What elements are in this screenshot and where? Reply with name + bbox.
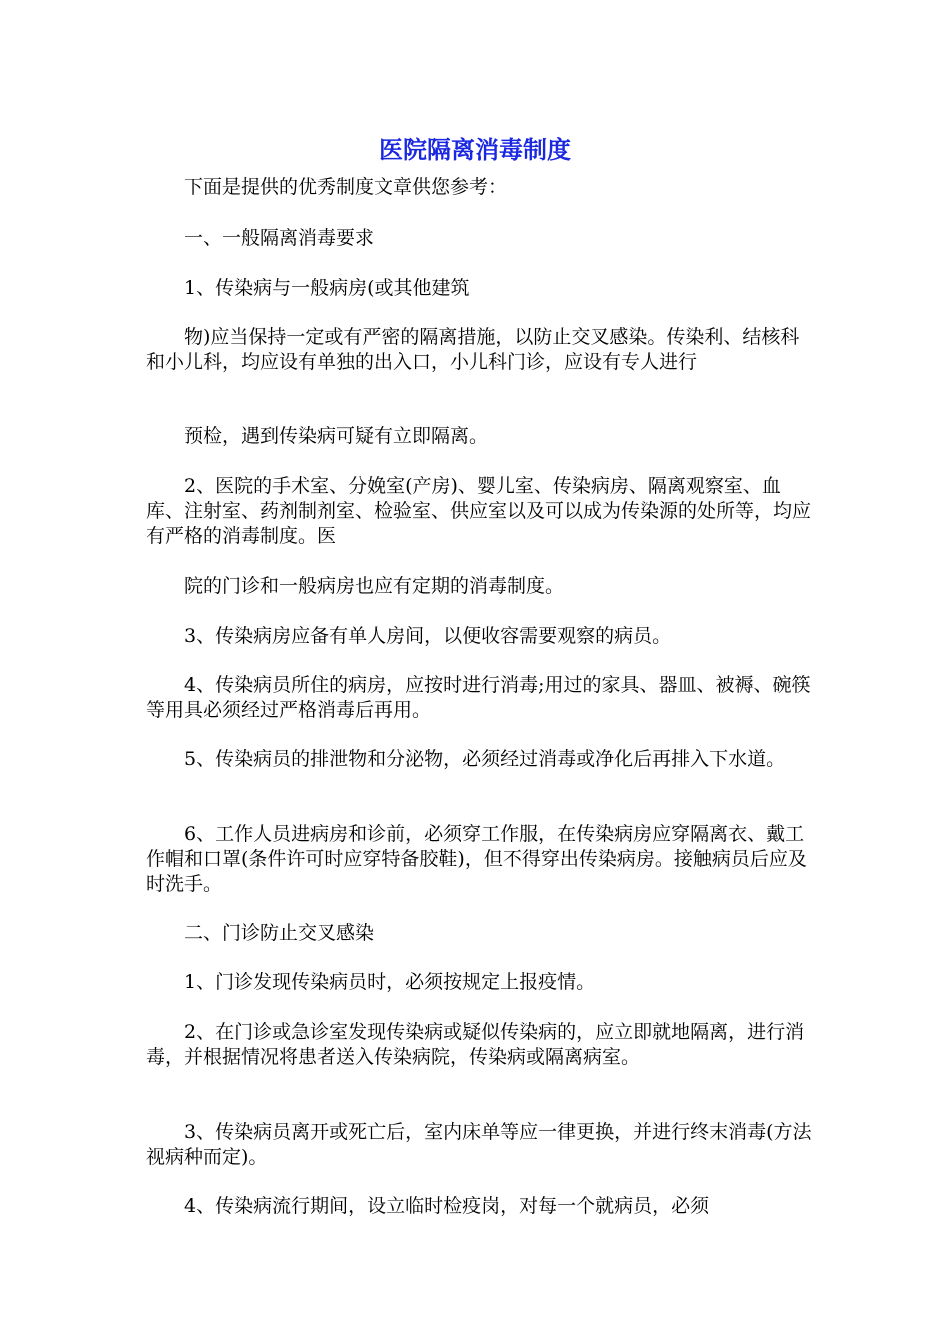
paragraph-1-6: 6、工作人员进病房和诊前，必须穿工作服，在传染病房应穿隔离衣、戴工作帽和口罩(条件许可时应穿特备胶鞋)，但不得穿出传染病房。接触病员后应及时洗手。 [146,823,807,895]
paragraph-1-1-start: 1、传染病与一般病房(或其他建筑 [184,277,470,299]
paragraph-2-4: 4、传染病流行期间，设立临时检疫岗，对每一个就病员，必须 [184,1195,710,1217]
paragraph-1-3: 3、传染病房应备有单人房间，以便收容需要观察的病员。 [184,625,672,647]
paragraph-1-1-end: 预检，遇到传染病可疑有立即隔离。 [184,425,489,447]
section-heading-1: 一、一般隔离消毒要求 [184,227,375,249]
section-heading-2: 二、门诊防止交叉感染 [184,922,375,944]
paragraph-1-5: 5、传染病员的排泄物和分泌物，必须经过消毒或净化后再排入下水道。 [184,748,786,770]
paragraph-1-4: 4、传染病员所住的病房，应按时进行消毒;用过的家具、器皿、被褥、碗筷等用具必须经过严格消毒后再用。 [146,674,811,721]
document-title: 医院隔离消毒制度 [379,136,571,164]
paragraph-1-2: 2、医院的手术室、分娩室(产房)、婴儿室、传染病房、隔离观察室、血库、注射室、药剂制剂室、检验室、供应室以及可以成为传染源的处所等，均应有严格的消毒制度。医 [146,475,812,547]
paragraph-2-1: 1、门诊发现传染病员时，必须按规定上报疫情。 [184,971,596,993]
paragraph-intro: 下面是提供的优秀制度文章供您参考： [184,176,508,198]
paragraph-1-2-end: 院的门诊和一般病房也应有定期的消毒制度。 [184,575,565,597]
paragraph-1-1-continued: 物)应当保持一定或有严密的隔离措施，以防止交叉感染。传染利、结核科和小儿科，均应设有单独的出入口，小儿科门诊，应设有专人进行 [146,326,800,373]
paragraph-2-2: 2、在门诊或急诊室发现传染病或疑似传染病的，应立即就地隔离，进行消毒，并根据情况将患者送入传染病院，传染病或隔离病室。 [146,1021,805,1068]
paragraph-2-3: 3、传染病员离开或死亡后，室内床单等应一律更换，并进行终末消毒(方法视病种而定)。 [146,1121,812,1168]
